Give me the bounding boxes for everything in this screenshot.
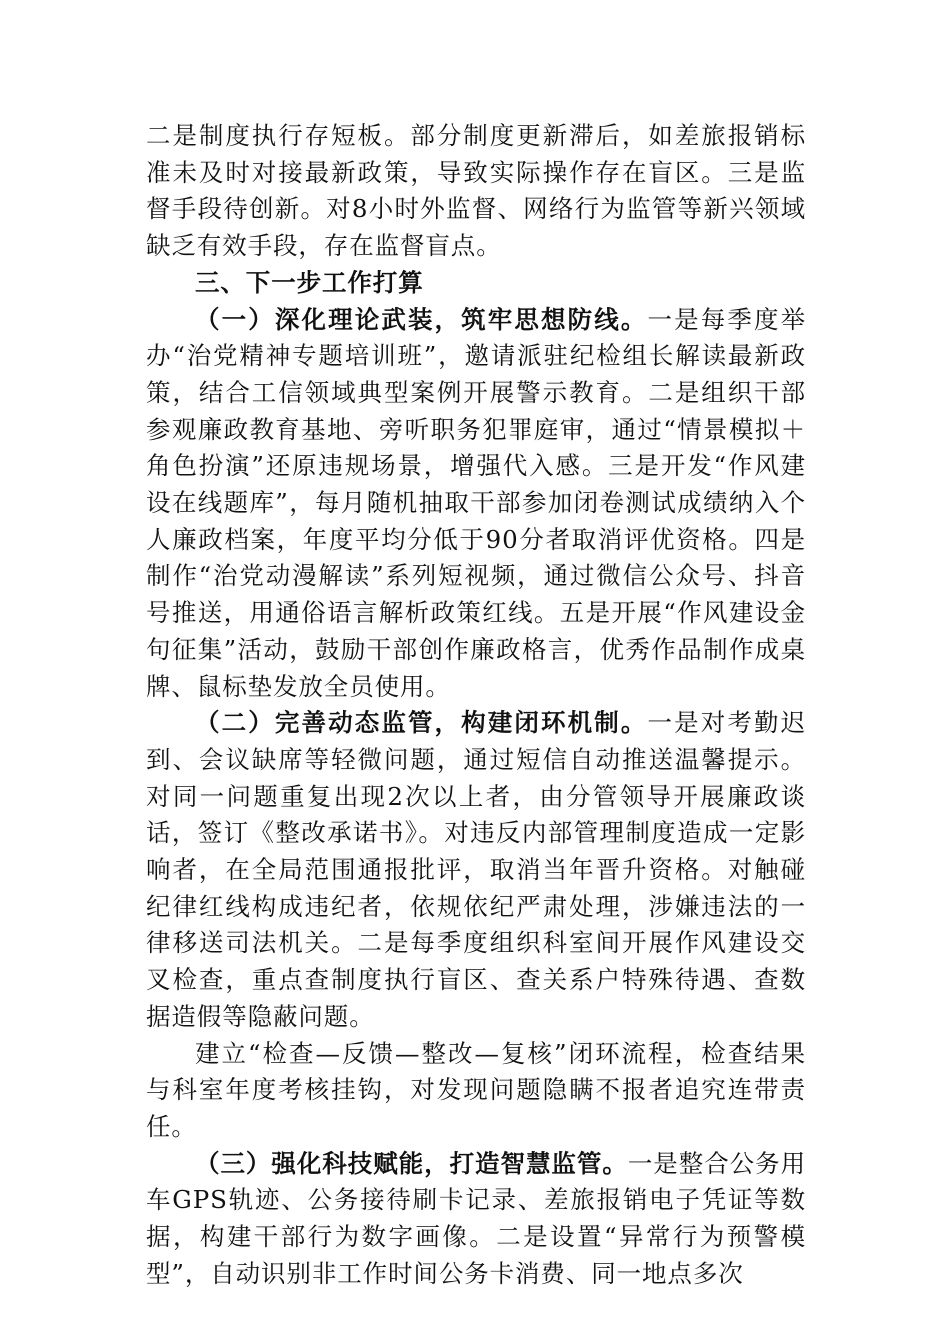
subsection-body-technology: 一是整合公务用车GPS轨迹、公务接待刷卡记录、差旅报销电子凭证等数据，构建干部行为数字画像。二是设置“异常行为预警模型”，自动识别非工作时间公务卡消费、同一地点多次 [146, 1148, 806, 1288]
subsection-title-theory: （一）深化理论武装，筑牢思想防线。 [195, 304, 648, 334]
paragraph-supervision [146, 705, 806, 1035]
subsection-body-supervision: 一是对考勤迟到、会议缺席等轻微问题，通过短信自动推送温馨提示。对同一问题重复出现2次以上者，由分管领导开展廉政谈话，签订《整改承诺书》。对违反内部管理制度造成一定影响者，在全局范围通报批评，取消当年晋升资格。对触碰纪律红线构成违纪者，依规依纪严肃处理，涉嫌违法的一律移送司法机关。二是每季度组织科室间开展作风建设交叉检查，重点查制度执行盲区、查关系户特殊待遇、查数据造假等隐蔽问题。 [146, 708, 806, 1031]
section-heading-next-steps: 三、下一步工作打算 [195, 267, 424, 297]
paragraph-closed-loop: 建立“检查—反馈—整改—复核”闭环流程，检查结果与科室年度考核挂钩，对发现问题隐瞒不报者追究连带责任。 [146, 1038, 806, 1141]
document-body [146, 118, 806, 1293]
subsection-title-supervision: （二）完善动态监管，构建闭环机制。 [195, 708, 648, 738]
paragraph-technology [146, 1146, 806, 1293]
subsection-body-theory: 一是每季度举办“治党精神专题培训班”，邀请派驻纪检组长解读最新政策，结合工信领域典型案例开展警示教育。二是组织干部参观廉政教育基地、旁听职务犯罪庭审，通过“情景模拟＋角色扮演”还原违规场景，增强代入感。三是开发“作风建设在线题库”，每月随机抽取干部参加闭卷测试成绩纳入个人廉政档案，年度平均分低于90分者取消评优资格。四是制作“治党动漫解读”系列短视频，通过微信公众号、抖音号推送，用通俗语言解析政策红线。五是开展“作风建设金句征集”活动，鼓励干部创作廉政格言，优秀作品制作成桌牌、鼠标垫发放全员使用。 [146, 304, 806, 701]
subsection-title-technology: （三）强化科技赋能，打造智慧监管。 [195, 1148, 628, 1178]
paragraph-theory [146, 302, 806, 706]
paragraph-shortcomings: 二是制度执行存短板。部分制度更新滞后，如差旅报销标准未及时对接最新政策，导致实际操作存在盲区。三是监督手段待创新。对8小时外监督、网络行为监管等新兴领域缺乏有效手段，存在监督盲点。 [146, 121, 806, 261]
